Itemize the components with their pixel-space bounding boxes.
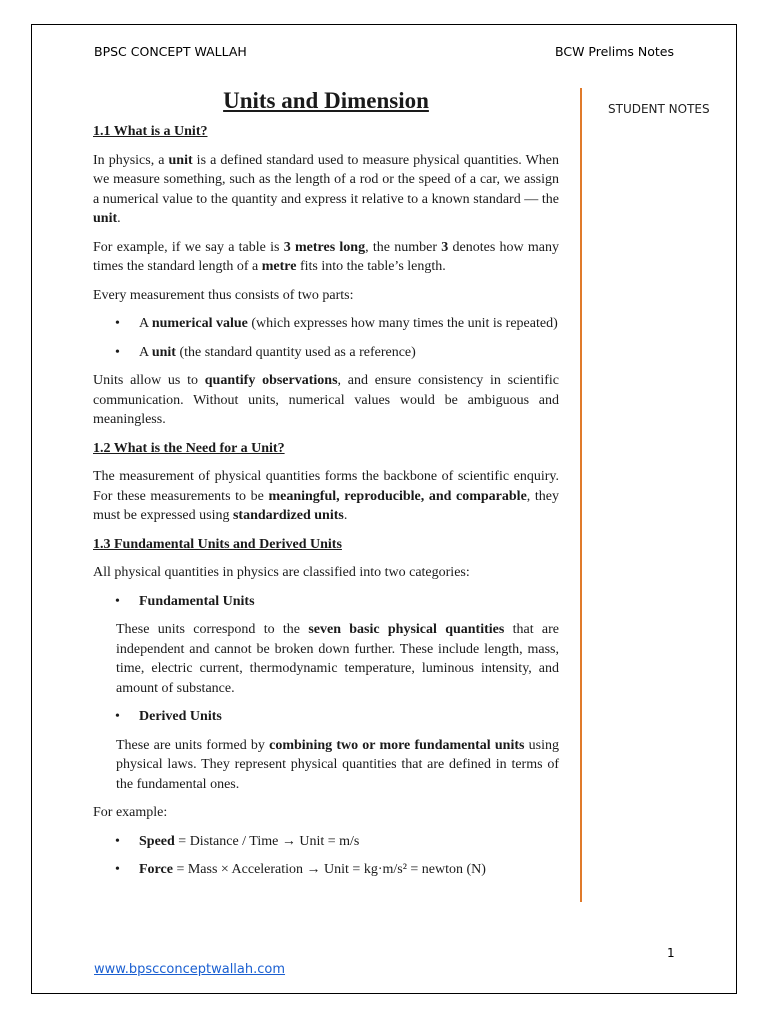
section-heading-1-1: 1.1 What is a Unit?	[93, 124, 208, 139]
page-number: 1	[667, 946, 675, 960]
margin-divider	[580, 88, 582, 902]
page-title: Units and Dimension	[223, 88, 429, 113]
paragraph: These are units formed by combining two or more fundamental units using physical laws. They represent physical quantities that are defined in terms of the fundamental ones.	[116, 737, 559, 792]
list-item: • Fundamental Units	[93, 592, 559, 612]
list-item: • Derived Units	[93, 707, 559, 727]
paragraph: The measurement of physical quantities forms the backbone of scientific enquiry. For these measurements to be meaningful, reproducible, and comparable, they must be expressed using standardized units.	[93, 469, 559, 523]
list-item: • A numerical value (which expresses how many times the unit is repeated)	[93, 314, 559, 334]
list-item: • Force = Mass × Acceleration → Unit = kg·m/s² = newton (N)	[93, 860, 559, 880]
paragraph: All physical quantities in physics are classified into two categories:	[93, 565, 470, 580]
list-item: • Speed = Distance / Time → Unit = m/s	[93, 832, 559, 852]
paragraph: In physics, a unit is a defined standard used to measure physical quantities. When we measure something, such as the length of a rod or the speed of a car, we assign a numerical value to the quantity and express it relative to a known standard — the unit.	[93, 152, 559, 226]
paragraph: These units correspond to the seven basic physical quantities that are independent and cannot be broken down further. These include length, mass, time, electric current, thermodynamic temperature, luminous intensity, and amount of substance.	[116, 622, 559, 696]
paragraph: Units allow us to quantify observations, and ensure consistency in scientific communication. Without units, numerical values would be ambiguous and meaningless.	[93, 373, 559, 427]
section-heading-1-3: 1.3 Fundamental Units and Derived Units	[93, 536, 342, 552]
header-left: BPSC CONCEPT WALLAH	[94, 44, 247, 59]
paragraph: For example:	[93, 805, 168, 820]
paragraph: For example, if we say a table is 3 metres long, the number 3 denotes how many times the standard length of a metre fits into the table’s length.	[93, 239, 560, 274]
header-right: BCW Prelims Notes	[554, 44, 674, 59]
list-item: • A unit (the standard quantity used as a reference)	[93, 343, 559, 363]
website-link[interactable]: www.bpscconceptwallah.com	[94, 962, 286, 977]
paragraph: Every measurement thus consists of two parts:	[93, 287, 354, 303]
main-content	[93, 86, 559, 889]
section-heading-1-2: 1.2 What is the Need for a Unit?	[93, 440, 285, 456]
student-notes-label: STUDENT NOTES	[608, 102, 710, 116]
